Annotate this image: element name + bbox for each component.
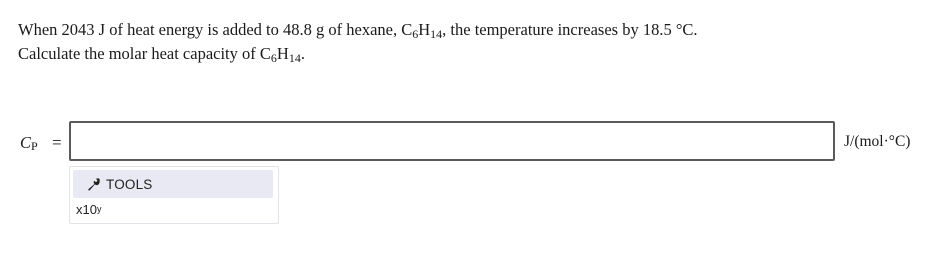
answer-label-main: C: [20, 133, 32, 152]
question-text: [18, 18, 918, 66]
question-line-2-part-c: .: [300, 44, 305, 63]
question-line-1-part-c: , the temperature increases by 18.5 °C.: [442, 20, 698, 39]
subscript-carbon-count: 6: [270, 51, 277, 65]
answer-input[interactable]: [69, 121, 835, 161]
subscript-carbon-count: 6: [412, 27, 419, 41]
sci-notation-base: x10: [76, 202, 97, 217]
sci-notation-exponent: y: [96, 204, 102, 214]
question-line-2-part-b: H: [276, 44, 289, 63]
question-line-1: [18, 18, 918, 42]
equals-sign: =: [52, 133, 62, 152]
tools-button[interactable]: [73, 170, 273, 198]
subscript-hydrogen-count: 14: [288, 51, 301, 65]
tools-label: TOOLS: [106, 176, 153, 192]
question-line-2: [18, 42, 918, 66]
wrench-icon: [87, 177, 101, 191]
question-line-2-part-a: Calculate the molar heat capacity of C: [18, 44, 271, 63]
answer-label-subscript: P: [31, 139, 38, 153]
question-line-1-part-a: When 2043 J of heat energy is added to 48.8 g of hexane, C: [18, 20, 413, 39]
tools-panel: [69, 166, 279, 224]
scientific-notation-button[interactable]: [73, 200, 104, 220]
answer-label: [20, 133, 38, 153]
subscript-hydrogen-count: 14: [430, 27, 443, 41]
question-line-1-part-b: H: [418, 20, 431, 39]
units-label: J/(mol·°C): [844, 133, 911, 150]
